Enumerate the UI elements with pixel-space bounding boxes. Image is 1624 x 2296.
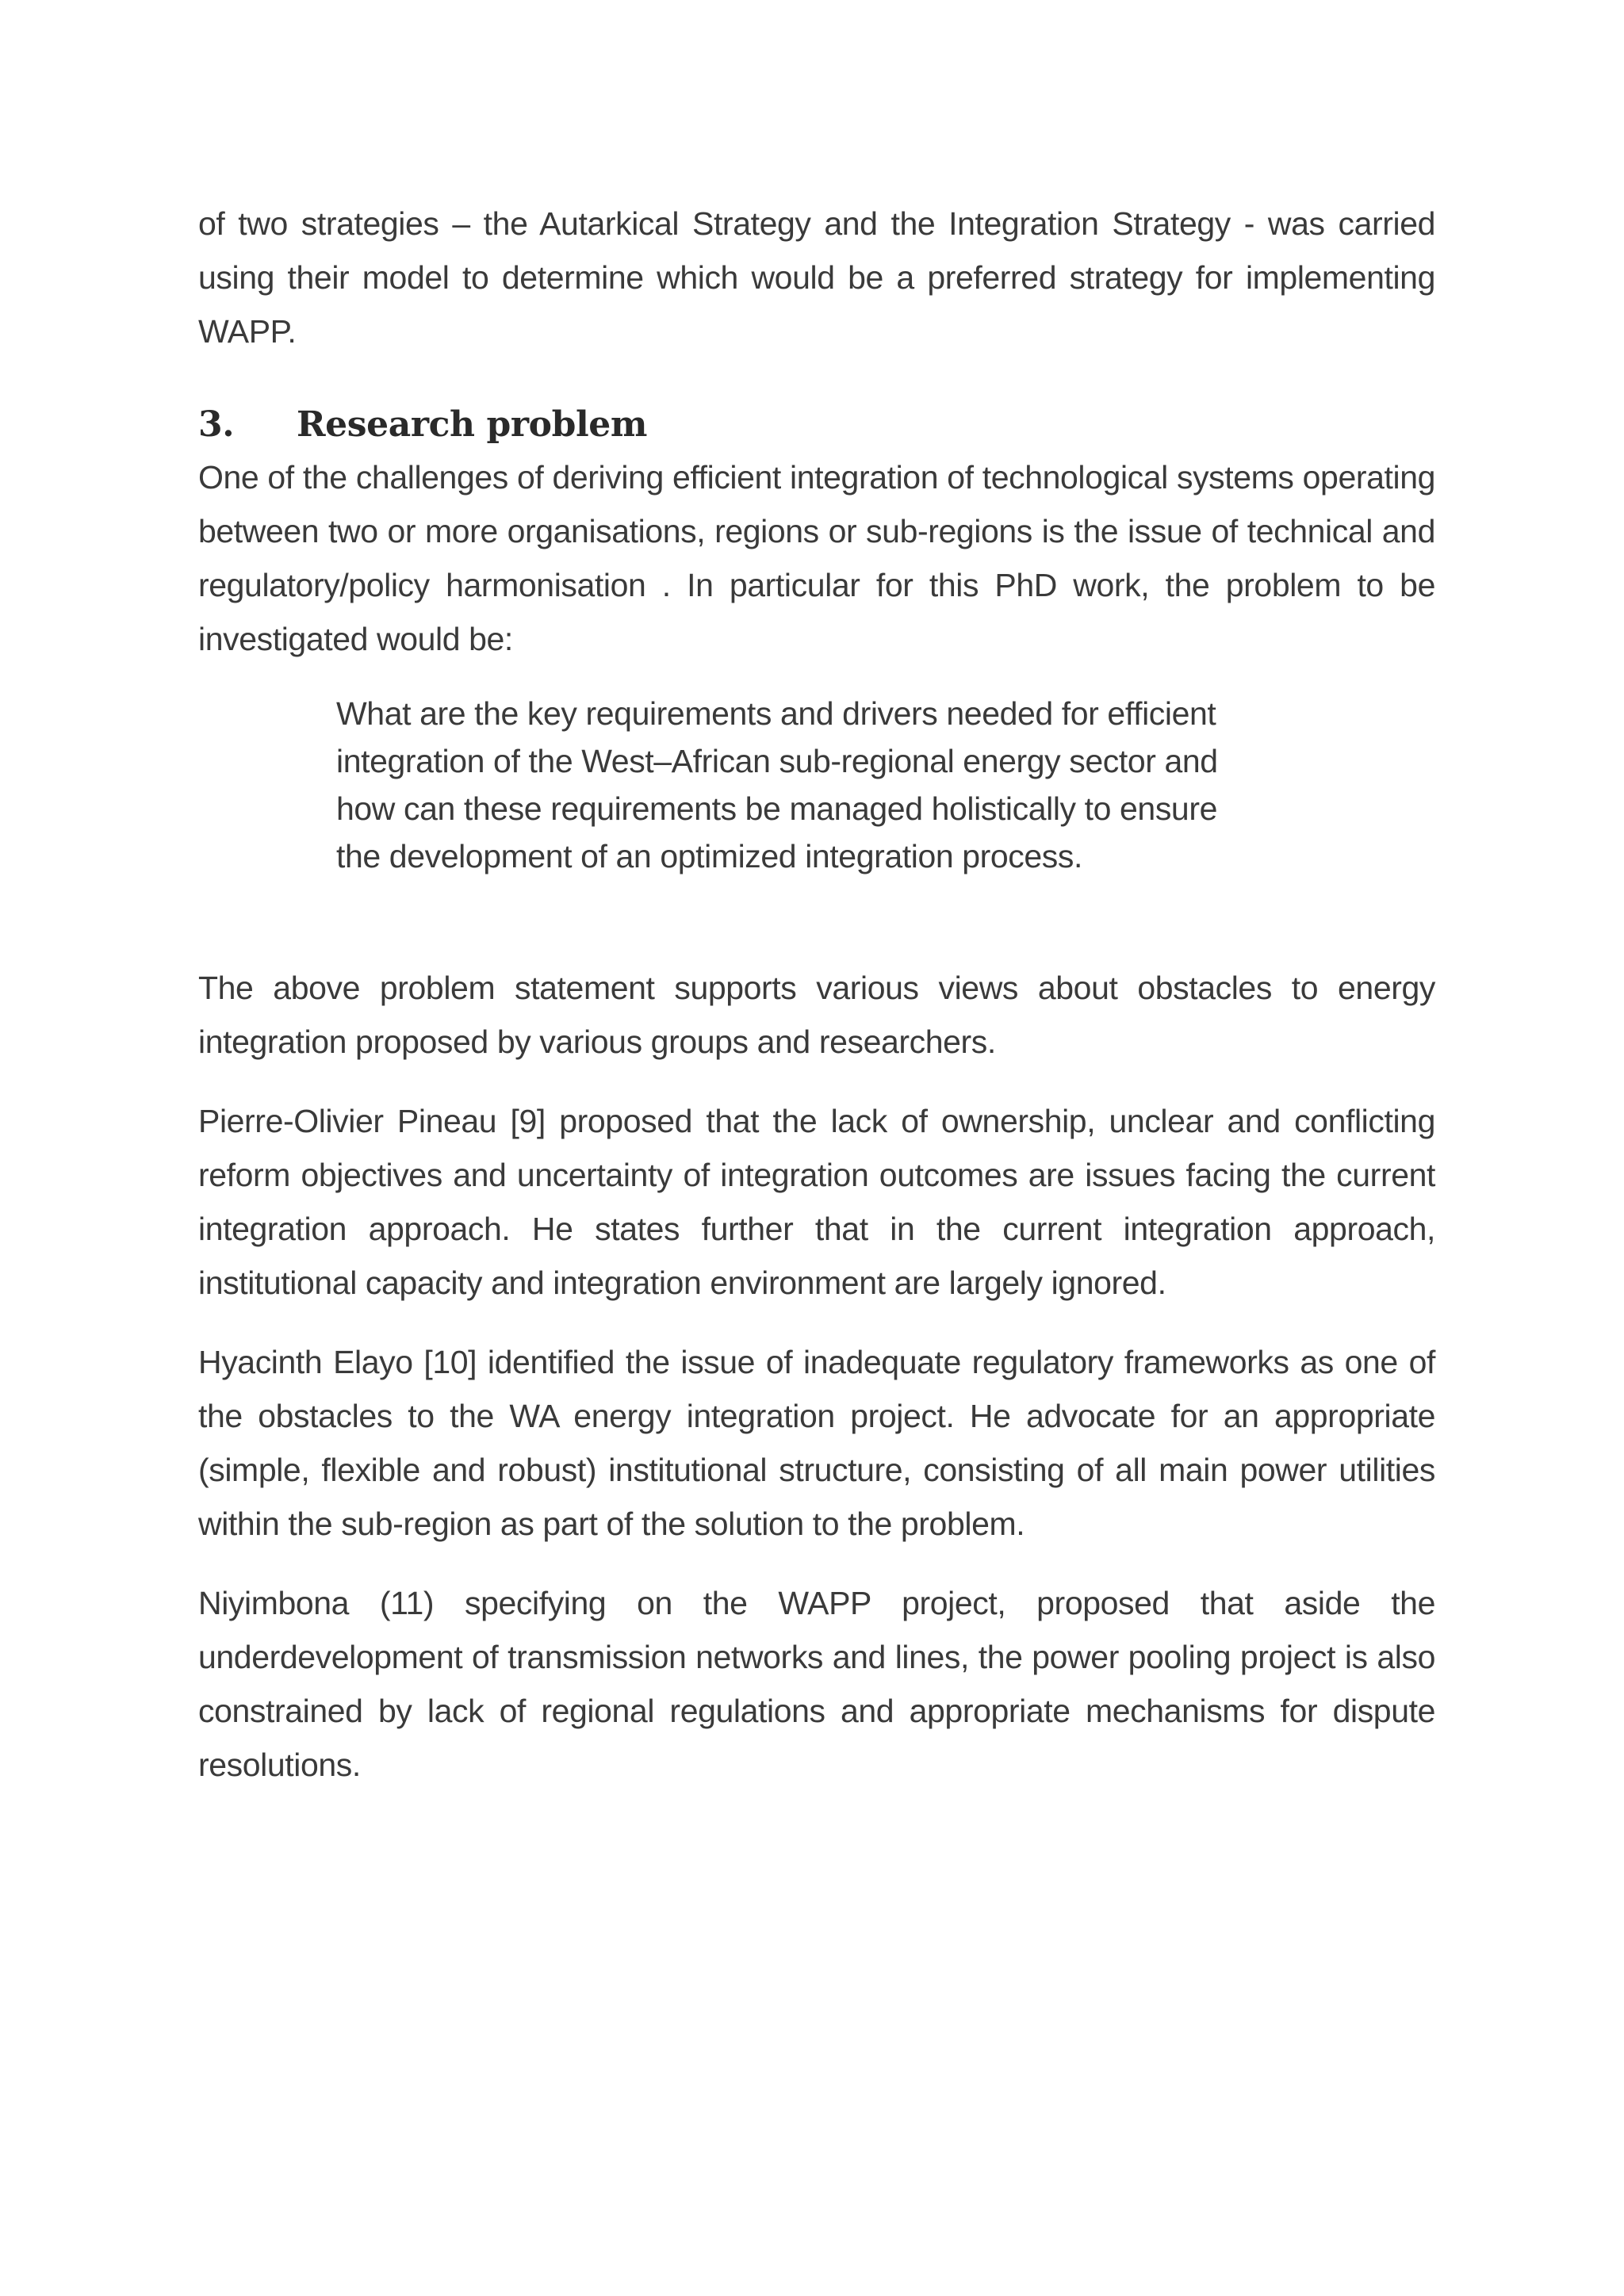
problem-statement-block xyxy=(336,690,1542,880)
problem-statement-line: What are the key requirements and drivers needed for efficient xyxy=(336,695,1216,732)
problem-statement-line: how can these requirements be managed holistically to ensure xyxy=(336,790,1217,827)
section-number: 3. xyxy=(198,404,235,445)
section-title: Research problem xyxy=(297,404,648,445)
body-paragraph: Hyacinth Elayo [10] identified the issue of inadequate regulatory frameworks as one of the obstacles to the WA energy integration project. He advocate for an appropriate (simple, flexible and robust) institutional structure, consisting of all main power utilities within the sub-region as part of the solution to the problem. xyxy=(198,1344,1435,1542)
body-paragraph: Pierre-Olivier Pineau [9] proposed that the lack of ownership, unclear and conflicting reform objectives and uncertainty of integration outcomes are issues facing the current integration approach. He states further that in the current integration approach, institutional capacity and integration environment are largely ignored. xyxy=(198,1103,1435,1301)
problem-intro-paragraph: One of the challenges of deriving efficient integration of technological systems operating between two or more organisations, regions or sub-regions is the issue of technical and regulatory/policy harmonisation . In particular for this PhD work, the problem to be investigated would be: xyxy=(198,459,1435,657)
problem-statement-line: the development of an optimized integration process. xyxy=(336,838,1082,874)
intro-paragraph: of two strategies – the Autarkical Strategy and the Integration Strategy - was carried using their model to determine which would be a preferred strategy for implementing WAPP. xyxy=(198,205,1435,350)
body-paragraph: Niyimbona (11) specifying on the WAPP project, proposed that aside the underdevelopment of transmission networks and lines, the power pooling project is also constrained by lack of regional regulations and appropriate mechanisms for dispute resolutions. xyxy=(198,1585,1435,1783)
document-body xyxy=(198,197,1435,1792)
body-paragraph: The above problem statement supports various views about obstacles to energy integration proposed by various groups and researchers. xyxy=(198,970,1435,1060)
section-heading xyxy=(198,400,1435,450)
problem-statement-line: integration of the West–African sub-regional energy sector and xyxy=(336,743,1218,779)
